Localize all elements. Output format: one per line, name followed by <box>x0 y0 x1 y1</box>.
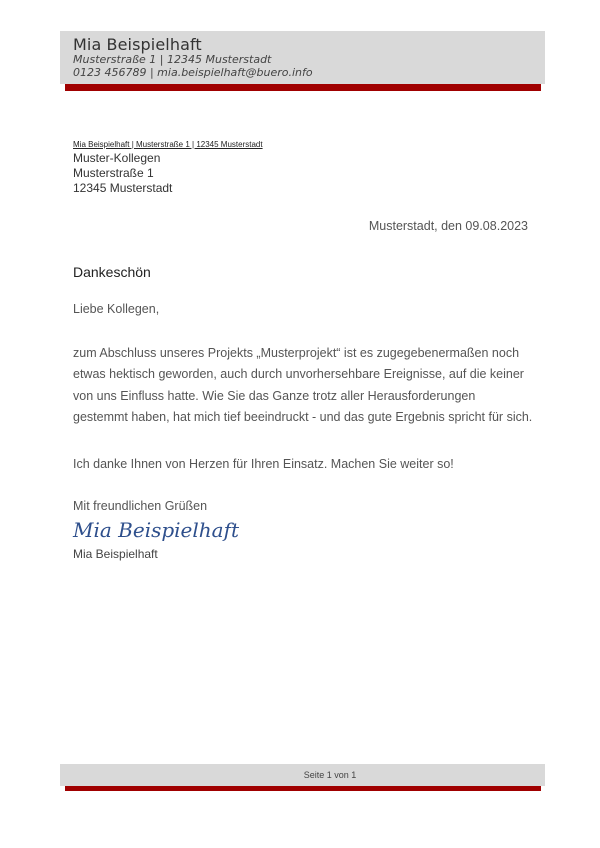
handwritten-signature: Mia Beispielhaft <box>73 518 240 542</box>
footer-accent-rule <box>65 786 541 791</box>
date-line: Musterstadt, den 09.08.2023 <box>368 219 528 233</box>
body-paragraph-1: zum Abschluss unseres Projekts „Musterprojekt“ ist es zugegebenermaßen noch etwas hektisch geworden, auch durch unvorhersehbare Ereignisse, auf die keiner von uns Einfluss hatte. Wie Sie das Ganze trotz aller Herausforderungen gestemmt haben, hat mich tief beeindruckt - und das gute Ergebnis spricht für sich. <box>73 346 533 424</box>
signer-name: Mia Beispielhaft <box>73 547 158 561</box>
header-accent-rule <box>65 84 541 91</box>
subject-line: Dankeschön <box>73 264 151 280</box>
closing-phrase: Mit freundlichen Grüßen <box>73 499 208 513</box>
body-paragraph-2: Ich danke Ihnen von Herzen für Ihren Einsatz. Machen Sie weiter so! <box>73 457 454 471</box>
page-number: Seite 1 von 1 <box>303 770 357 780</box>
recipient-line-1: Muster-Kollegen <box>73 151 161 165</box>
return-address-line: Mia Beispielhaft | Musterstraße 1 | 12345 Musterstadt <box>73 140 263 149</box>
sender-address: Musterstraße 1 | 12345 Musterstadt <box>73 53 272 66</box>
recipient-block <box>73 151 172 196</box>
salutation: Liebe Kollegen, <box>73 302 160 316</box>
recipient-line-3: 12345 Musterstadt <box>73 181 173 195</box>
sender-name: Mia Beispielhaft <box>73 35 202 54</box>
recipient-line-2: Musterstraße 1 <box>73 166 154 180</box>
sender-contact: 0123 456789 | mia.beispielhaft@buero.info <box>73 66 313 79</box>
